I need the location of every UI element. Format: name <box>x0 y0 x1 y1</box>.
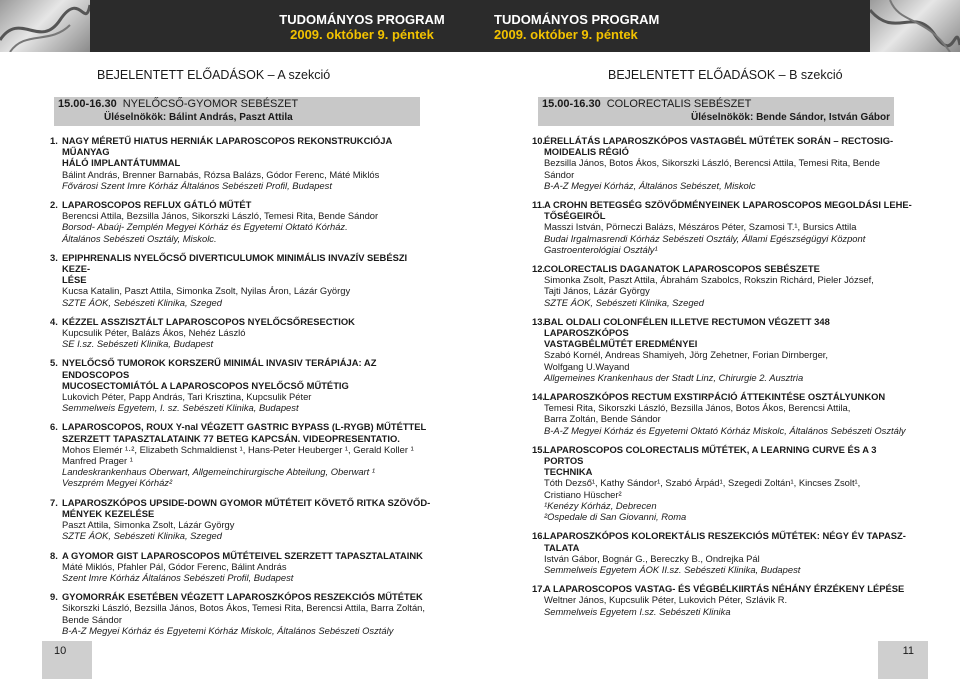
presentation-item <box>50 497 435 542</box>
item-title: ÉRELLÁTÁS LAPAROSZKÓPOS VASTAGBÉL MŰTÉTEK SORÁN – RECTOSIG- <box>544 135 894 146</box>
presentation-item <box>50 357 435 413</box>
section-title: BEJELENTETT ELŐADÁSOK – B szekció <box>608 68 843 82</box>
item-number: 17. <box>532 583 546 595</box>
presentation-item <box>50 316 435 350</box>
item-title: LAPAROSCOPOS REFLUX GÁTLÓ MŰTÉT <box>62 199 252 211</box>
presentation-item <box>532 199 912 255</box>
item-number: 11. <box>532 199 545 211</box>
item-number: 1. <box>50 135 58 146</box>
section-title: BEJELENTETT ELŐADÁSOK – A szekció <box>97 68 331 82</box>
item-authors: Szabó Kornél, Andreas Shamiyeh, Jörg Zehetner, Forian Dirnberger, <box>544 349 829 361</box>
item-title: KÉZZEL ASSZISZTÁLT LAPAROSCOPOS NYELŐCSŐRESECTIOK <box>62 315 355 327</box>
item-title: BAL OLDALI COLONFÉLEN ILLETVE RECTUMON VÉGZETT 348 LAPAROSZKÓPOS <box>544 315 830 339</box>
item-title: MUCOSECTOMIÁTÓL A LAPAROSCOPOS NYELŐCSŐ MŰTÉTIG <box>62 379 349 391</box>
presentation-item <box>50 591 435 636</box>
item-title: LÉSE <box>62 274 87 286</box>
item-affiliation: Általános Sebészeti Osztály, Miskolc. <box>62 232 217 244</box>
presentation-list <box>532 135 912 625</box>
session-name: COLORECTALIS SEBÉSZET <box>606 98 752 110</box>
item-number: 12. <box>532 263 546 275</box>
item-title: VASTAGBÉLMŰTÉT EREDMÉNYEI <box>544 338 698 350</box>
item-title: LAPAROSCOPOS, ROUX Y-nal VÉGZETT GASTRIC BYPASS (L-RYGB) MŰTÉTTEL <box>62 421 427 433</box>
item-authors: Simonka Zsolt, Paszt Attila, Ábrahám Szabolcs, Rokszin Richárd, Pieler József, <box>544 274 874 286</box>
item-authors: Tóth Dezső¹, Kathy Sándor¹, Szabó Árpád¹, Szegedi Zoltán¹, Kincses Zsolt¹, <box>544 477 861 489</box>
presentation-item <box>532 263 912 308</box>
session-time: 15.00-16.30 <box>542 98 601 110</box>
item-number: 8. <box>50 549 58 561</box>
page-number: 10 <box>42 641 92 679</box>
item-title: A LAPAROSCOPOS VASTAG- ÉS VÉGBÉLKIIRTÁS NÉHÁNY ÉRZÉKENY LÉPÉSE <box>544 583 905 595</box>
item-authors: Kupcsulik Péter, Balázs Ákos, Nehéz László <box>62 327 246 339</box>
item-authors: Bende Sándor <box>62 613 122 625</box>
item-affiliation: Fővárosi Szent Imre Kórház Általános Sebészeti Profil, Budapest <box>62 179 332 191</box>
session-header <box>538 97 894 126</box>
item-number: 14. <box>532 391 546 403</box>
presentation-item <box>50 252 435 308</box>
item-authors: Lukovich Péter, Papp András, Tari Krisztina, Kupcsulik Péter <box>62 391 312 403</box>
item-affiliation: ²Ospedale di San Giovanni, Roma <box>544 511 687 523</box>
item-affiliation: B-A-Z Megyei Kórház, Általános Sebészet, Miskolc <box>544 179 756 191</box>
item-affiliation: Szent Imre Kórház Általános Sebészeti Profil, Budapest <box>62 571 294 583</box>
item-number: 13. <box>532 315 546 327</box>
item-affiliation: Veszprém Megyei Kórház² <box>62 477 173 489</box>
item-authors: Bezsilla János, Botos Ákos, Sikorszki László, Berencsi Attila, Temesi Rita, Bende Sándor <box>544 157 880 180</box>
presentation-item <box>50 135 435 191</box>
item-title: NYELŐCSŐ TUMOROK KORSZERŰ MINIMÁL INVASIV TERÁPIÁJA: AZ ENDOSCOPOS <box>62 357 377 380</box>
item-authors: Masszi István, Pörneczi Balázs, Mészáros Péter, Szamosi T.¹, Bursics Attila <box>544 221 857 233</box>
presentation-item <box>532 444 912 522</box>
item-affiliation: SZTE ÁOK, Sebészeti Klinika, Szeged <box>544 296 704 308</box>
item-authors: Kucsa Katalin, Paszt Attila, Simonka Zsolt, Nyilas Áron, Lázár György <box>62 285 351 297</box>
item-number: 5. <box>50 357 58 369</box>
item-title: MÉNYEK KEZELÉSE <box>62 507 155 519</box>
item-affiliation: Borsod- Abaúj- Zemplén Megyei Kórház és Egyetemi Oktató Kórház. <box>62 221 348 233</box>
item-number: 15. <box>532 443 546 455</box>
item-authors: Wolfgang U.Wayand <box>544 360 630 372</box>
item-number: 3. <box>50 251 58 263</box>
item-title: LAPAROSZKÓPOS KOLOREKTÁLIS RESZEKCIÓS MŰTÉTEK: NÉGY ÉV TAPASZ- <box>544 530 906 542</box>
item-title: A CROHN BETEGSÉG SZÖVŐDMÉNYEINEK LAPAROSCOPOS MEGOLDÁSI LEHE- <box>544 199 912 211</box>
presentation-item <box>532 583 912 617</box>
item-affiliation: B-A-Z Megyei Kórház és Egyetemi Oktató Kórház Miskolc, Általános Sebészeti Osztály <box>544 424 906 436</box>
program-header <box>494 12 694 42</box>
page-number: 11 <box>878 641 928 679</box>
item-authors: Cristiano Hüscher² <box>544 488 622 500</box>
item-affiliation: Semmelweis Egyetem I.sz. Sebészeti Klinika <box>544 605 731 617</box>
decorative-photo <box>0 0 90 52</box>
item-title: COLORECTALIS DAGANATOK LAPAROSCOPOS SEBÉSZETE <box>544 263 820 275</box>
item-affiliation: SE I.sz. Sebészeti Klinika, Budapest <box>62 338 214 350</box>
item-title: NAGY MÉRETŰ HIATUS HERNIÁK LAPAROSCOPOS REKONSTRUKCIÓJA MŰANYAG <box>62 135 392 158</box>
presentation-item <box>50 199 435 244</box>
decorative-photo <box>870 0 960 52</box>
presentation-item <box>50 550 435 584</box>
right-page <box>480 0 960 679</box>
item-title: EPIPHRENALIS NYELŐCSŐ DIVERTICULUMOK MINIMÁLIS INVAZÍV SEBÉSZI KEZE- <box>62 251 408 275</box>
item-title: HÁLÓ IMPLANTÁTUMMAL <box>62 157 181 169</box>
item-title: A GYOMOR GIST LAPAROSCOPOS MŰTÉTEIVEL SZERZETT TAPASZTALATAINK <box>62 549 423 561</box>
presentation-item <box>532 316 912 383</box>
item-affiliation: Budai Irgalmasrendi Kórház Sebészeti Osztály, Állami Egészségügyi Központ <box>544 232 866 244</box>
item-affiliation: SZTE ÁOK, Sebészeti Klinika, Szeged <box>62 296 222 308</box>
item-affiliation: B-A-Z Megyei Kórház és Egyetemi Kórház Miskolc, Általános Sebészeti Osztály <box>62 624 394 636</box>
item-affiliation: ¹Kenézy Kórház, Debrecen <box>544 499 657 511</box>
session-header <box>54 97 420 126</box>
item-authors: Weltner János, Kupcsulik Péter, Lukovich Péter, Szlávik R. <box>544 594 788 606</box>
item-authors: Berencsi Attila, Bezsilla János, Sikorszki László, Temesi Rita, Bende Sándor <box>62 210 379 222</box>
item-number: 2. <box>50 199 58 211</box>
program-title: TUDOMÁNYOS PROGRAM <box>279 12 445 27</box>
session-time: 15.00-16.30 <box>58 98 117 110</box>
item-title: SZERZETT TAPASZTALATAINK 77 BETEG KAPCSÁN. VIDEOPRESENTATIO. <box>62 432 400 444</box>
item-authors: Barra Zoltán, Bende Sándor <box>544 413 661 425</box>
item-affiliation: SZTE ÁOK, Sebészeti Klinika, Szeged <box>62 530 222 542</box>
presentation-item <box>50 421 435 488</box>
session-chairs: Üléselnökök: Bálint András, Paszt Attila <box>104 112 293 123</box>
item-number: 7. <box>50 496 58 508</box>
item-authors: Paszt Attila, Simonka Zsolt, Lázár György <box>62 519 235 531</box>
session-chairs: Üléselnökök: Bende Sándor, István Gábor <box>691 112 890 123</box>
program-date: 2009. október 9. péntek <box>290 27 434 42</box>
item-title: GYOMORRÁK ESETÉBEN VÉGZETT LAPAROSZKÓPOS RESZEKCIÓS MŰTÉTEK <box>62 591 423 603</box>
item-title: TŐSÉGEIRŐL <box>544 210 606 222</box>
item-number: 9. <box>50 591 58 603</box>
program-date: 2009. október 9. péntek <box>494 27 638 42</box>
item-authors: Bálint András, Brenner Barnabás, Rózsa Balázs, Gódor Ferenc, Máté Miklós <box>62 168 380 180</box>
item-title: TALATA <box>544 541 580 553</box>
item-affiliation: Gastroenterológiai Osztály¹ <box>544 243 658 255</box>
item-number: 6. <box>50 421 58 433</box>
item-affiliation: Semmelweis Egyetem ÁOK II.sz. Sebészeti Klinika, Budapest <box>544 563 801 575</box>
presentation-item <box>532 135 912 191</box>
item-affiliation: Allgemeines Krankenhaus der Stadt Linz, Chirurgie 2. Ausztria <box>544 371 804 383</box>
presentation-item <box>532 530 912 575</box>
item-authors: Temesi Rita, Sikorszki László, Bezsilla János, Botos Ákos, Berencsi Attila, <box>544 402 851 414</box>
item-title: LAPAROSCOPOS COLORECTALIS MŰTÉTEK, A LEARNING CURVE ÉS A 3 PORTOS <box>544 443 877 467</box>
item-title: MOIDEALIS RÉGIÓ <box>544 146 629 158</box>
presentation-item <box>532 391 912 436</box>
item-number: 4. <box>50 315 58 327</box>
item-authors: István Gábor, Bognár G., Bereczky B., Ondrejka Pál <box>544 552 760 564</box>
item-authors: Mohos Elemér ¹·², Elizabeth Schmaldienst ¹, Hans-Peter Heuberger ¹, Gerald Koller ¹ <box>62 443 414 455</box>
item-number: 16. <box>532 530 546 542</box>
item-authors: Tajti János, Lázár György <box>544 285 650 297</box>
item-title: TECHNIKA <box>544 466 593 478</box>
item-affiliation: Semmelweis Egyetem, I. sz. Sebészeti Klinika, Budapest <box>62 402 299 414</box>
item-affiliation: Landeskrankenhaus Oberwart, Allgemeinchirurgische Abteilung, Oberwart ¹ <box>62 466 376 478</box>
session-name: NYELŐCSŐ-GYOMOR SEBÉSZET <box>122 98 299 110</box>
item-authors: Sikorszki László, Bezsilla János, Botos Ákos, Temesi Rita, Berencsi Attila, Barra Zoltán, <box>62 602 425 614</box>
item-title: LAPAROSZKÓPOS RECTUM EXSTIRPÁCIÓ ÁTTEKINTÉSE OSZTÁLYUNKON <box>544 391 886 403</box>
item-number: 10. <box>532 135 546 146</box>
item-title: LAPAROSZKÓPOS UPSIDE-DOWN GYOMOR MŰTÉTEIT KÖVETŐ RITKA SZÖVŐD- <box>62 496 431 508</box>
program-title: TUDOMÁNYOS PROGRAM <box>494 12 660 27</box>
item-authors: Manfred Prager ¹ <box>62 455 133 467</box>
program-header <box>262 12 462 42</box>
item-authors: Máté Miklós, Pfahler Pál, Gódor Ferenc, Bálint András <box>62 560 287 572</box>
presentation-list <box>50 135 435 644</box>
